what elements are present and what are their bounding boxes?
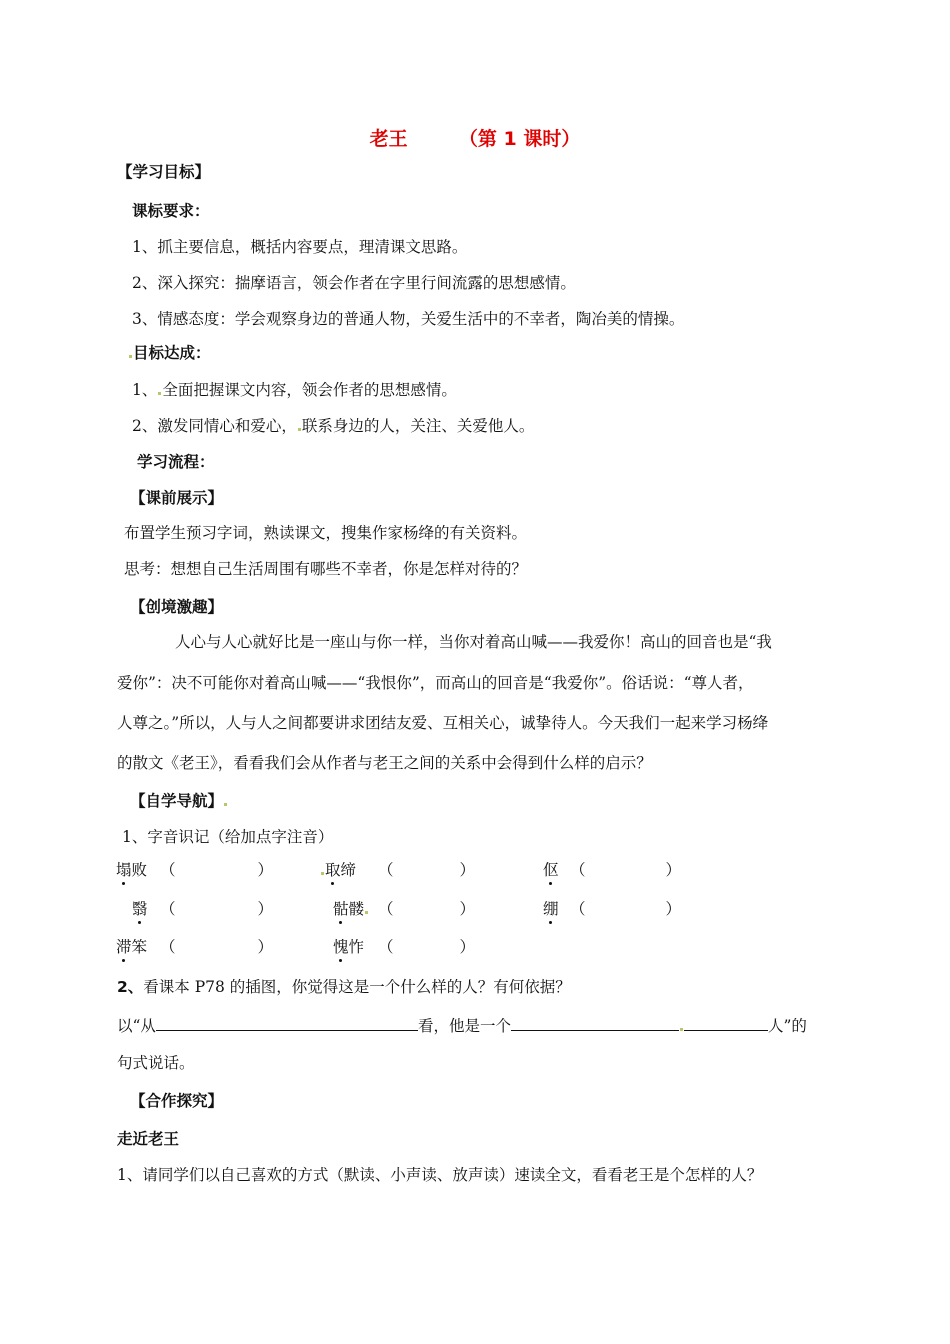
edit-mark — [298, 428, 301, 431]
preview-line-2: 思考：想想自己生活周围有哪些不幸者，你是怎样对待的？ — [124, 560, 528, 578]
dotted-char: 伛 — [543, 861, 559, 879]
objectives-heading: 【学习目标】 — [117, 163, 211, 181]
paren-1 — [160, 860, 273, 880]
achieve-2-text: 联系身边的人，关注、关爱他人。 — [301, 417, 535, 435]
intro-line-2: 爱你”：决不可能你对着高山喊——“我恨你”，而高山的回音是“我爱你”。俗话说：“尊人者， — [117, 674, 754, 692]
coop-q1: 1、请同学们以自己喜欢的方式（默读、小声读、放声读）速读全文，看看老王是个怎样的人？ — [117, 1166, 763, 1184]
answer-blank-1[interactable] — [156, 1014, 418, 1031]
paren-close: ） — [665, 900, 682, 918]
standards-heading: 课标要求： — [132, 202, 210, 220]
edit-mark — [158, 392, 161, 395]
paren-2 — [378, 860, 475, 880]
q2-text: 看课本 P78 的插图，你觉得这是一个什么样的人？有何依据？ — [143, 978, 571, 996]
self-study-q2 — [117, 977, 571, 997]
word-rest: 笨 — [131, 938, 148, 956]
paren-close: ） — [459, 861, 476, 879]
word-4 — [132, 899, 148, 919]
paren-close: ） — [257, 861, 274, 879]
intro-line-4: 的散文《老王》，看看我们会从作者与老王之间的关系中会得到什么样的启示？ — [117, 754, 652, 772]
title-sub: （第 1 课时） — [458, 128, 581, 150]
sentence-part-1: 以“从 — [117, 1017, 156, 1035]
achieve-2 — [132, 416, 534, 436]
word-rest: 缔 — [340, 861, 357, 879]
achieve-heading — [128, 343, 211, 363]
dotted-char: 绷 — [543, 900, 559, 918]
self-study-heading — [130, 791, 228, 811]
fill-in-sentence — [117, 1014, 807, 1036]
paren-7 — [160, 937, 273, 957]
edit-mark — [321, 872, 324, 875]
paren-open: （ — [378, 938, 394, 956]
paren-close: ） — [257, 938, 274, 956]
edit-mark — [365, 911, 368, 914]
sentence-part-2: 看，他是一个 — [417, 1017, 511, 1035]
word-rest: 败 — [131, 861, 148, 879]
edit-mark — [680, 1028, 683, 1031]
paren-open: （ — [570, 861, 586, 879]
edit-mark — [224, 803, 227, 806]
paren-4 — [160, 899, 273, 919]
paren-close: ） — [459, 900, 476, 918]
edit-mark — [129, 355, 132, 358]
intro-line-3: 人尊之。”所以，人与人之间都要讲求团结友爱、互相关心，诚挚待人。今天我们一起来学习杨绛 — [117, 714, 769, 732]
achieve-1-num: 1、 — [132, 381, 158, 399]
coop-heading: 【合作探究】 — [130, 1092, 224, 1110]
preview-line-1: 布置学生预习字词，熟读课文，搜集作家杨绛的有关资料。 — [124, 524, 528, 542]
paren-6 — [570, 899, 681, 919]
dotted-char: 翳 — [132, 900, 148, 918]
achieve-1 — [132, 380, 457, 400]
self-study-q1: 1、字音识记（给加点字注音） — [122, 828, 334, 846]
word-1 — [116, 860, 147, 880]
paren-close: ） — [257, 900, 274, 918]
dotted-char: 愧 — [333, 938, 349, 956]
flow-heading: 学习流程： — [137, 453, 215, 471]
paren-3 — [570, 860, 681, 880]
self-study-heading-text: 【自学导航】 — [130, 792, 224, 810]
paren-open: （ — [570, 900, 586, 918]
coop-sub: 走近老王 — [117, 1130, 180, 1148]
word-6 — [543, 899, 559, 919]
sentence-part-3: 人”的 — [767, 1017, 807, 1035]
paren-close: ） — [665, 861, 682, 879]
paren-open: （ — [160, 938, 176, 956]
standard-1: 1、抓主要信息，概括内容要点，理清课文思路。 — [132, 238, 468, 256]
paren-open: （ — [378, 861, 394, 879]
standard-2: 2、深入探究：揣摩语言，领会作者在字里行间流露的思想感情。 — [132, 274, 576, 292]
paren-open: （ — [160, 900, 176, 918]
dotted-char: 取 — [325, 861, 341, 879]
paren-5 — [378, 899, 475, 919]
achieve-1-text: 全面把握课文内容，领会作者的思想感情。 — [162, 381, 457, 399]
word-rest: 髅 — [348, 900, 365, 918]
intro-line-1: 人心与人心就好比是一座山与你一样，当你对着高山喊——我爱你！高山的回音也是“我 — [175, 633, 772, 651]
word-3 — [543, 860, 559, 880]
dotted-char: 塌 — [116, 861, 132, 879]
paren-open: （ — [160, 861, 176, 879]
standard-3: 3、情感态度：学会观察身边的普通人物，关爱生活中的不幸者，陶冶美的情操。 — [132, 310, 685, 328]
paren-close: ） — [459, 938, 476, 956]
preview-heading: 【课前展示】 — [130, 489, 224, 507]
answer-blank-3[interactable] — [684, 1014, 768, 1031]
dotted-char: 滞 — [116, 938, 132, 956]
q2-num: 2、 — [117, 978, 144, 996]
achieve-heading-text: 目标达成： — [133, 344, 211, 362]
title-main: 老王 — [369, 128, 408, 150]
word-2 — [320, 860, 356, 880]
paren-open: （ — [378, 900, 394, 918]
word-rest: 怍 — [348, 938, 365, 956]
fill-in-sentence-end: 句式说话。 — [117, 1054, 195, 1072]
word-5 — [333, 899, 369, 919]
paren-8 — [378, 937, 475, 957]
intro-heading: 【创境激趣】 — [130, 598, 224, 616]
word-7 — [116, 937, 147, 957]
achieve-2-num: 2、激发同情心和爱心， — [132, 417, 297, 435]
page-title — [0, 124, 950, 151]
word-8 — [333, 937, 364, 957]
answer-blank-2[interactable] — [511, 1014, 679, 1031]
dotted-char: 骷 — [333, 900, 349, 918]
